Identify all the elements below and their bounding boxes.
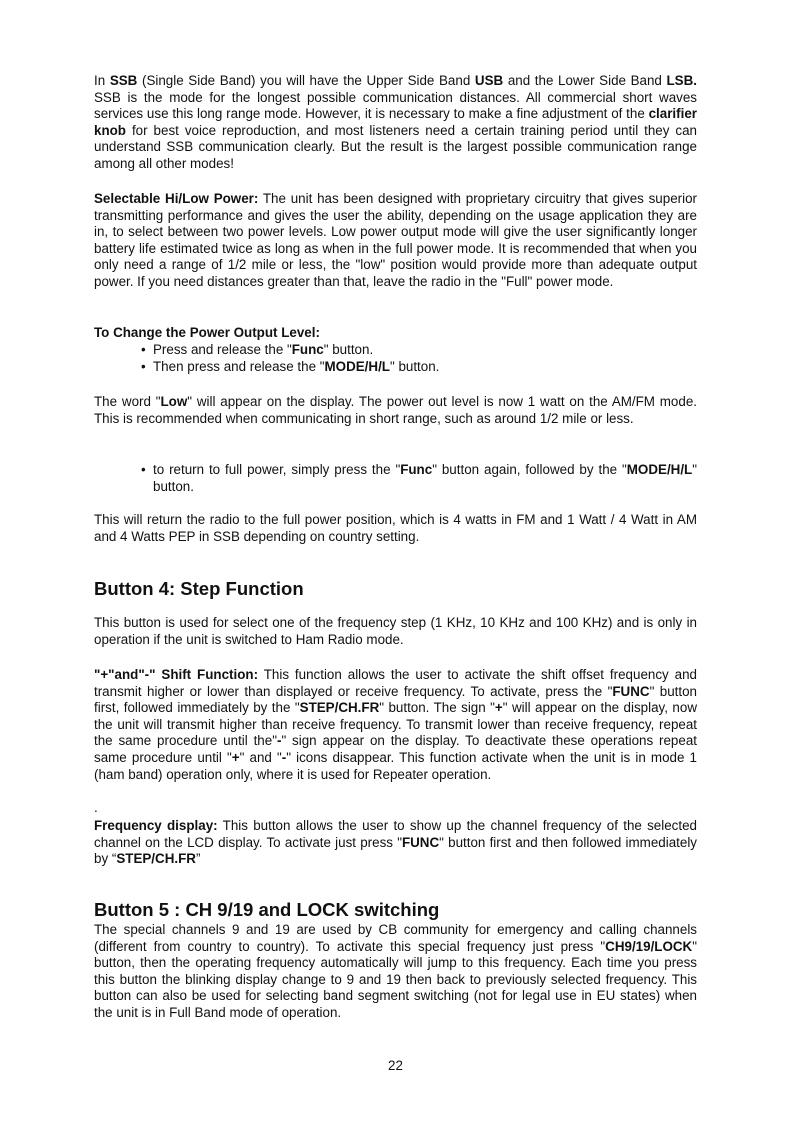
shift-function-title: "+"and"-" Shift Function: <box>94 667 259 682</box>
text-run: ” <box>195 851 201 867</box>
bold-term-lsb: LSB. <box>666 73 698 88</box>
change-power-title <box>94 325 697 342</box>
text-run: " button. <box>389 358 440 374</box>
text-run: This will return the radio to the full power position, which is 4 watts in FM and 1 Watt / 4 Watt in AM and 4 Watts PEP in SSB depending on country setting. <box>94 512 697 544</box>
bold-term-step-chfr: STEP/CH.FR <box>299 700 380 716</box>
list-item <box>141 462 697 495</box>
text-run: " icons disappear. This function activate when the unit is in mode 1 (ham band) operation only, where it is used for Repeater operation. <box>94 749 697 782</box>
text-run: " button. <box>323 342 374 357</box>
text-run: " button again, followed by the " <box>432 462 627 477</box>
bold-term-low: Low <box>160 394 188 409</box>
bullet-dot: • <box>141 342 146 357</box>
text-run: Then press and release the " <box>153 358 325 374</box>
text-run: The word " <box>94 394 161 409</box>
text-run: to return to full power, simply press the " <box>153 462 401 477</box>
text-run: SSB is the mode for the longest possible communication distances. All commercial short waves services use this long range mode. However, it is necessary to make a fine adjustment of the <box>94 89 697 122</box>
bold-term-usb: USB <box>474 73 504 88</box>
power-section-title: Selectable Hi/Low Power: <box>94 191 259 206</box>
shift-function-paragraph <box>94 667 697 783</box>
text-run: " button first, followed immediately by the " <box>94 683 697 716</box>
bold-term-plus: + <box>231 749 240 765</box>
bold-term-func: FUNC <box>401 834 440 850</box>
text-run: This button is used for select one of the frequency step (1 KHz, 10 KHz and 100 KHz) and is only in operation if the unit is switched to Ham Radio mode. <box>94 615 697 647</box>
frequency-display-title: Frequency display: <box>94 818 218 833</box>
text-run: " sign appear on the display. To deactivate these operations repeat same procedure until " <box>94 733 697 765</box>
bold-term-plus: + <box>494 700 503 716</box>
full-power-paragraph <box>94 512 697 545</box>
text-run: " and " <box>239 749 282 765</box>
bold-term-minus: - <box>281 749 287 765</box>
bold-term-ch919lock: CH9/19/LOCK <box>605 938 693 954</box>
frequency-display-paragraph <box>94 818 697 868</box>
bold-term-mode-hl: MODE/H/L <box>626 462 693 477</box>
button4-intro <box>94 615 697 648</box>
page-number: 22 <box>388 1058 403 1073</box>
text-run: " button, then the operating frequency automatically will jump to this frequency. Each time you press this button the blinking display change to 9 and 19 then back to previously selected frequency. This button can also be used for selecting band segment switching (not for legal use in EU states) when the unit is in Full Band mode of operation. <box>94 938 697 1020</box>
list-item <box>141 342 697 359</box>
text-run: Press and release the " <box>153 342 292 357</box>
text-run: This button allows the user to show up the channel frequency of the selected channel on the LCD display. To activate just press " <box>94 818 697 850</box>
text-run: and the Lower Side Band <box>503 73 667 88</box>
change-steps-list <box>141 342 697 375</box>
text-run: In <box>94 73 110 88</box>
bullet-dot: • <box>141 358 146 374</box>
text-run: The unit has been designed with proprietary circuitry that gives superior transmitting performance and gives the user the ability, depending on the usage application they are in, to select between two power levels. Low power output mode will give the user significantly longer battery life estimated twice as long as when in the full power mode. It is recommended that when you only need a range of 1/2 mile or less, the "low" position would provide more than adequate output power. If you need distances greater than that, leave the radio in the "Full" power mode. <box>94 191 697 289</box>
text-run: " button first and then followed immediately by “ <box>94 834 697 867</box>
bold-term-ssb: SSB <box>109 73 138 88</box>
text-run: " button. The sign " <box>379 700 495 716</box>
stray-dot: . <box>94 800 98 815</box>
bold-term-step-chfr: STEP/CH.FR <box>116 851 196 867</box>
text-run: (Single Side Band) you will have the Upper Side Band <box>137 73 475 88</box>
bold-term-func: Func <box>291 342 324 357</box>
change-title-text: To Change the Power Output Level: <box>94 325 320 340</box>
bold-term-minus: - <box>276 733 282 749</box>
button5-paragraph <box>94 922 697 1022</box>
text-run: " will appear on the display, now the unit will transmit higher than receive frequency. To transmit lower than receive frequency, repeat the same procedure until the" <box>94 700 697 749</box>
button4-heading: Button 4: Step Function <box>94 578 304 599</box>
text-run: for best voice reproduction, and most listeners need a certain training period until they can understand SSB communication clearly. But the result is the largest possible communication range among all other modes! <box>94 122 697 171</box>
text-run: The special channels 9 and 19 are used by CB community for emergency and calling channels (different from country to country). To activate this special frequency just press " <box>94 922 697 954</box>
return-steps-list <box>141 462 697 495</box>
bold-term-func: Func <box>400 462 433 477</box>
list-item <box>141 358 697 376</box>
bullet-dot: • <box>141 462 146 477</box>
text-run: " will appear on the display. The power out level is now 1 watt on the AM/FM mode. This is recommended when communicating in short range, such as around 1/2 mile or less. <box>94 394 697 426</box>
bold-term-func: FUNC <box>612 683 650 699</box>
button5-heading: Button 5 : CH 9/19 and LOCK switching <box>94 899 440 920</box>
bold-term-mode-hl: MODE/H/L <box>324 358 390 374</box>
bold-term-clarifier-knob: clarifier knob <box>94 106 697 138</box>
ssb-paragraph <box>94 73 697 173</box>
text-run: This function allows the user to activate the shift offset frequency and transmit higher or lower than displayed or receive frequency. To activate, press the " <box>94 667 697 699</box>
low-paragraph <box>94 394 697 427</box>
power-paragraph <box>94 191 697 291</box>
text-run: " button. <box>153 462 697 494</box>
